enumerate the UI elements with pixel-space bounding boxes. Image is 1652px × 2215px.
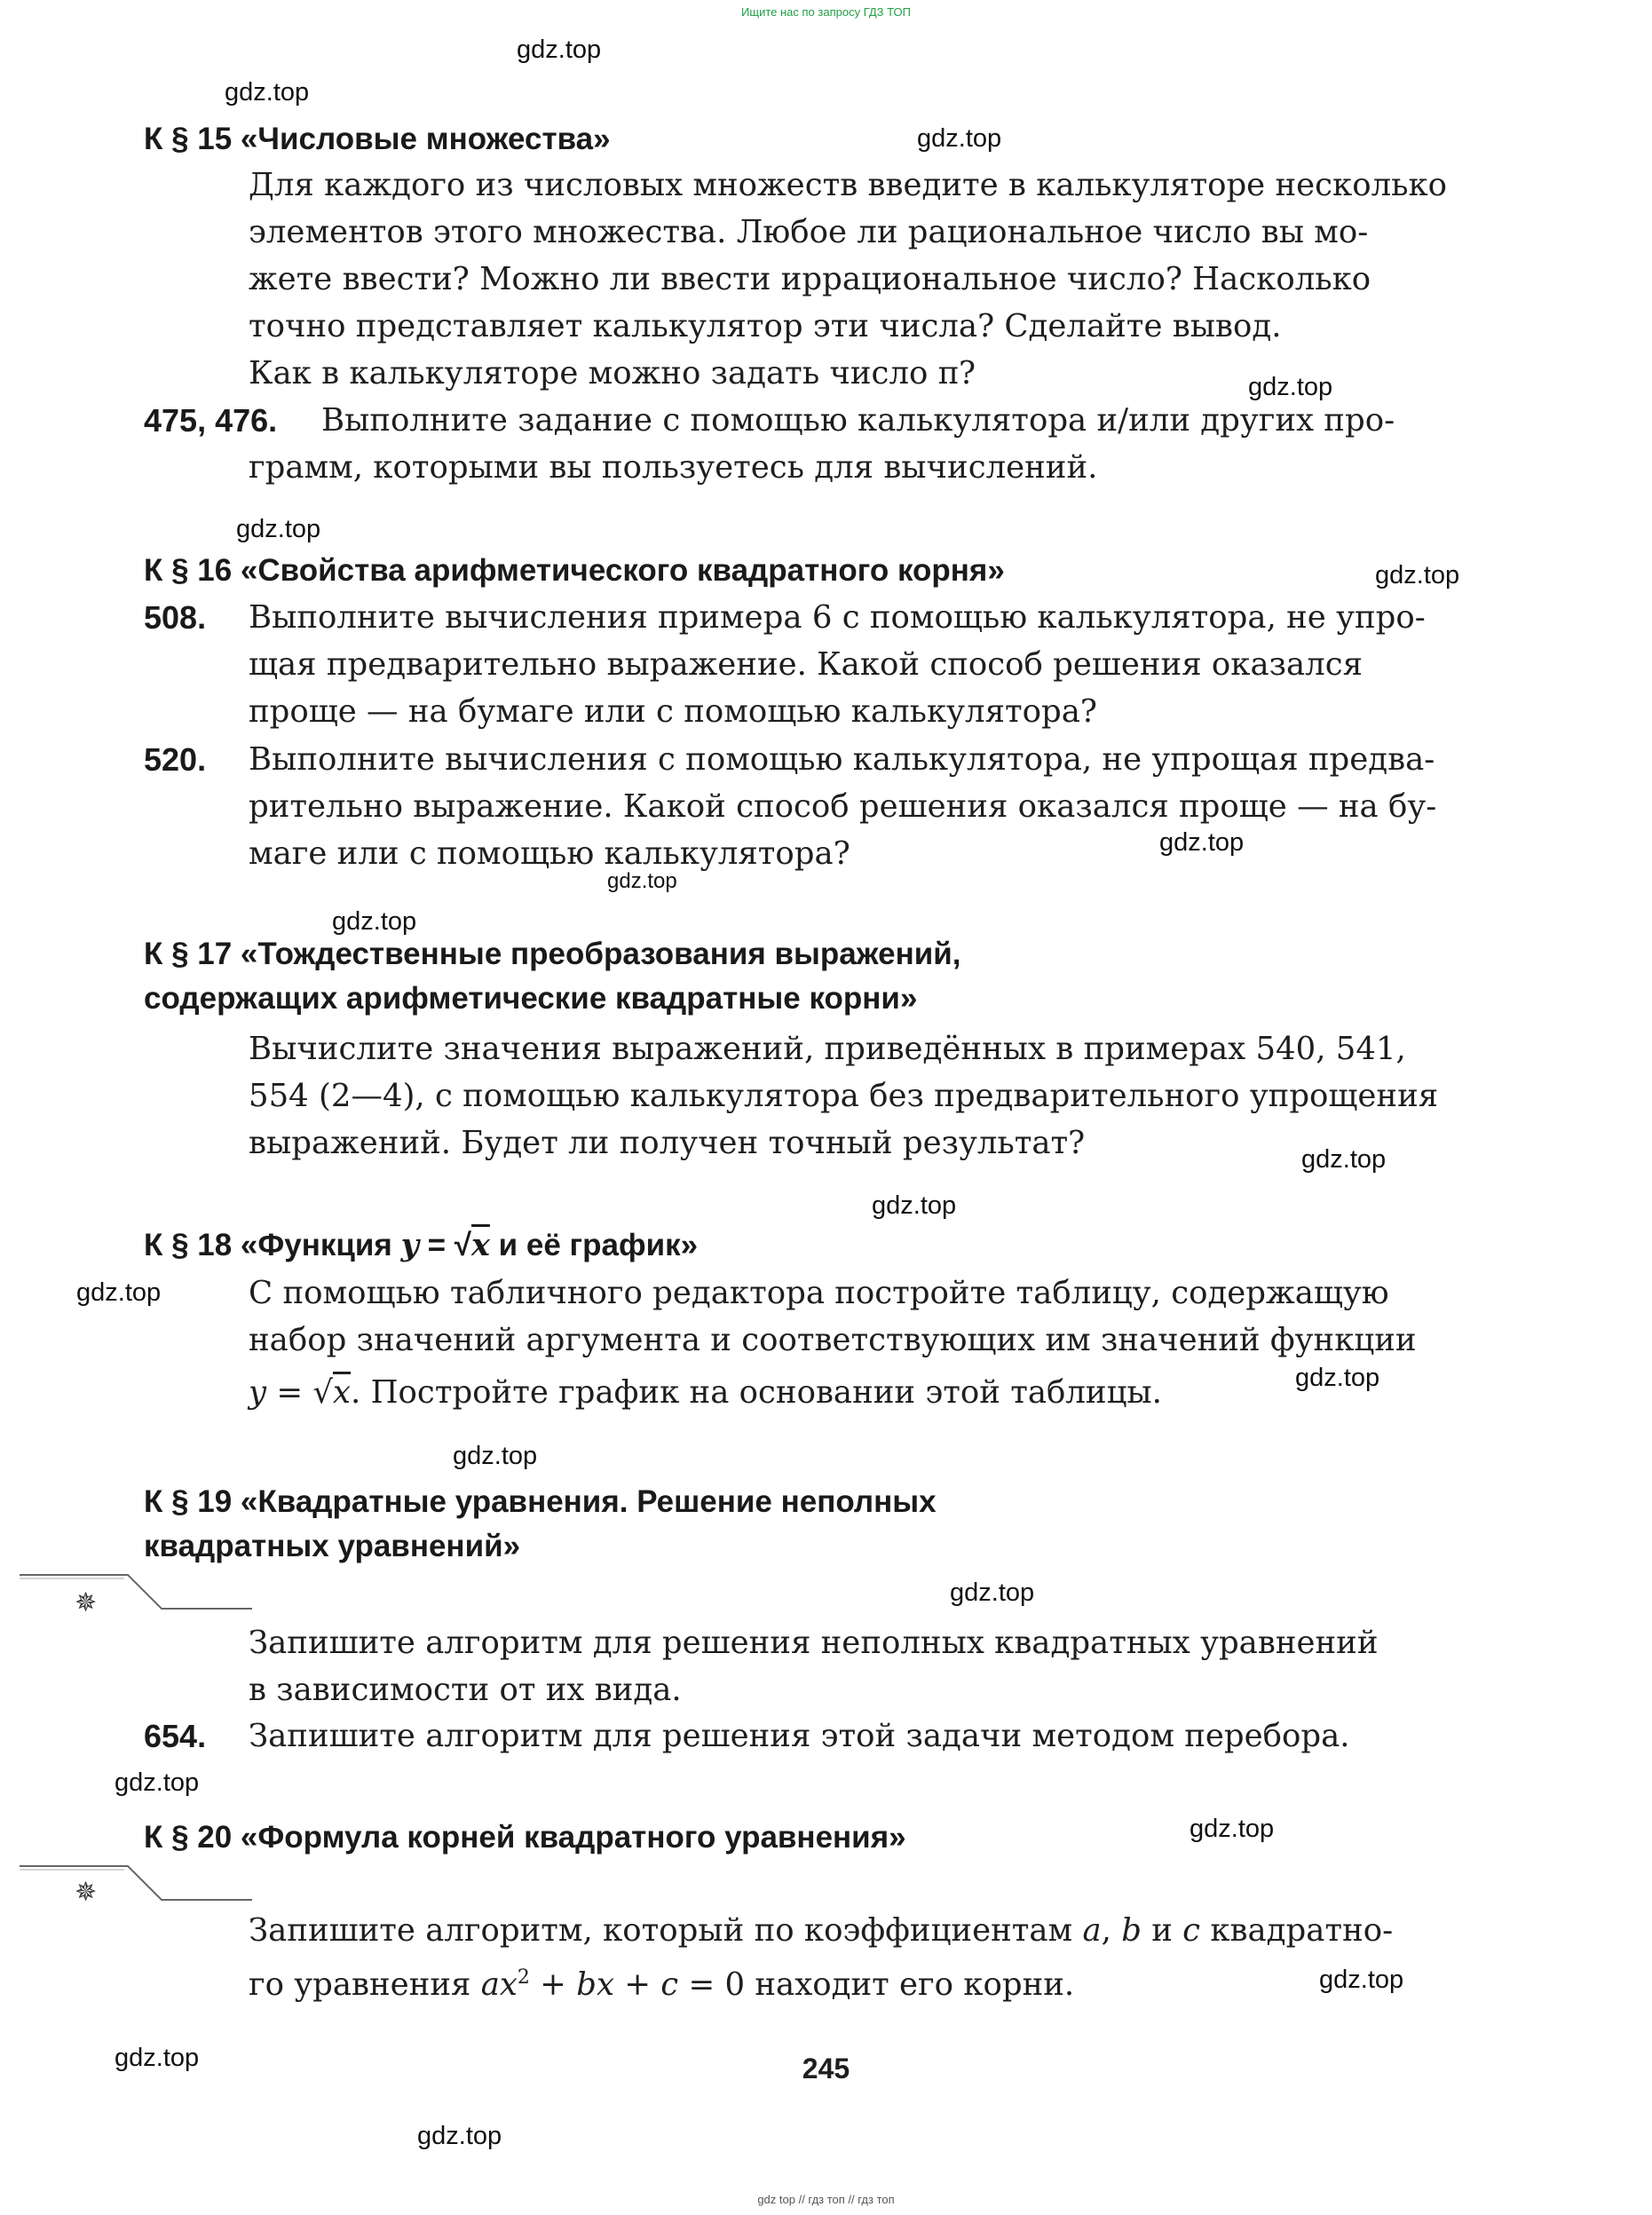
- watermark: gdz.top: [1319, 1966, 1404, 1994]
- watermark: gdz.top: [1301, 1145, 1387, 1174]
- section-17-text: Вычислите значения выражений, приведённых в примерах 540, 541, 554 (2—4), с помощью калькулятора без предварительного упрощения выражений. Будет ли получен точный результат?: [249, 1031, 1439, 1161]
- section-15-text: Для каждого из числовых множеств введите в калькуляторе несколько элементов этого множества. Любое ли рациональное число вы мо- жете ввести? Можно ли ввести иррациональное число? Насколько точно представляет калькулятор эти числа? Сделайте вывод. Как в калькуляторе можно задать число π?: [249, 167, 1448, 392]
- task-text-cont: грамм, которыми вы пользуетесь для вычислений.: [249, 449, 1098, 486]
- task-number: 508.: [144, 599, 207, 636]
- watermark: gdz.top: [115, 1768, 200, 1797]
- task-text: Запишите алгоритм для решения этой задачи методом перебора.: [249, 1718, 1350, 1754]
- watermark: gdz.top: [1159, 828, 1245, 857]
- task-number: 654.: [144, 1718, 207, 1754]
- task-number: 520.: [144, 741, 207, 778]
- watermark: gdz.top: [1190, 1815, 1275, 1843]
- watermark: gdz.top: [517, 36, 602, 64]
- watermark: gdz.top: [950, 1578, 1035, 1607]
- section-15-heading: К § 15 «Числовые множества»: [144, 122, 611, 156]
- watermark: gdz.top: [607, 869, 677, 893]
- section-marker: [20, 1562, 259, 1612]
- watermark: gdz.top: [1248, 373, 1333, 401]
- task-text: Выполните вычисления с помощью калькулятора, не упрощая предва- рительно выражение. Какой способ решения оказался проще — на бу- маге или с помощью калькулятора?: [249, 741, 1437, 872]
- watermark: gdz.top: [236, 515, 321, 543]
- section-19-heading: К § 19 «Квадратные уравнения. Решение неполных квадратных уравнений»: [144, 1484, 937, 1563]
- watermark: gdz.top: [917, 124, 1002, 153]
- section-20-text: Запишите алгоритм, который по коэффициентам a, b и c квадратно- го уравнения $ax^2$ + bx + c = 0 находит его корни.: [249, 1912, 1394, 2003]
- bottom-banner: gdz top // гдз топ // гдз топ: [757, 2193, 895, 2206]
- watermark: gdz.top: [417, 2122, 502, 2150]
- section-19-text: Запишите алгоритм для решения неполных квадратных уравнений в зависимости от их вида.: [249, 1625, 1379, 1708]
- section-16-heading: К § 16 «Свойства арифметического квадратного корня»: [144, 553, 1005, 588]
- task-text: Выполните вычисления примера 6 с помощью калькулятора, не упро- щая предварительно выражение. Какой способ решения оказался проще — на бумаге или с помощью калькулятора?: [249, 599, 1426, 730]
- task-number: 475, 476.: [144, 402, 278, 439]
- section-18-text: С помощью табличного редактора постройте таблицу, содержащую набор значений аргумента и соответствующих им значений функции y = √x. Постройте график на основании этой таблицы.: [249, 1275, 1417, 1411]
- watermark: gdz.top: [76, 1278, 162, 1307]
- section-18-heading: К § 18 «Функция y = √x и её график»: [144, 1227, 699, 1263]
- section-17-heading: К § 17 «Тождественные преобразования выражений, содержащих арифметические квадратные корни»: [144, 937, 961, 1016]
- watermark: gdz.top: [332, 907, 417, 936]
- watermark: gdz.top: [1295, 1364, 1380, 1392]
- watermark: gdz.top: [453, 1442, 538, 1470]
- section-marker: [20, 1854, 259, 1903]
- star-icon: ✵: [75, 1587, 98, 1618]
- watermark: gdz.top: [872, 1191, 957, 1220]
- task-text: Выполните задание с помощью калькулятора и/или других про-: [321, 402, 1395, 439]
- watermark: gdz.top: [225, 78, 310, 107]
- star-icon: ✵: [75, 1877, 98, 1908]
- section-20-heading: К § 20 «Формула корней квадратного уравнения»: [144, 1820, 906, 1855]
- watermark: gdz.top: [1375, 561, 1460, 589]
- page-number: 245: [802, 2053, 850, 2084]
- top-banner: Ищите нас по запросу ГДЗ ТОП: [741, 5, 911, 19]
- watermark: gdz.top: [115, 2044, 200, 2072]
